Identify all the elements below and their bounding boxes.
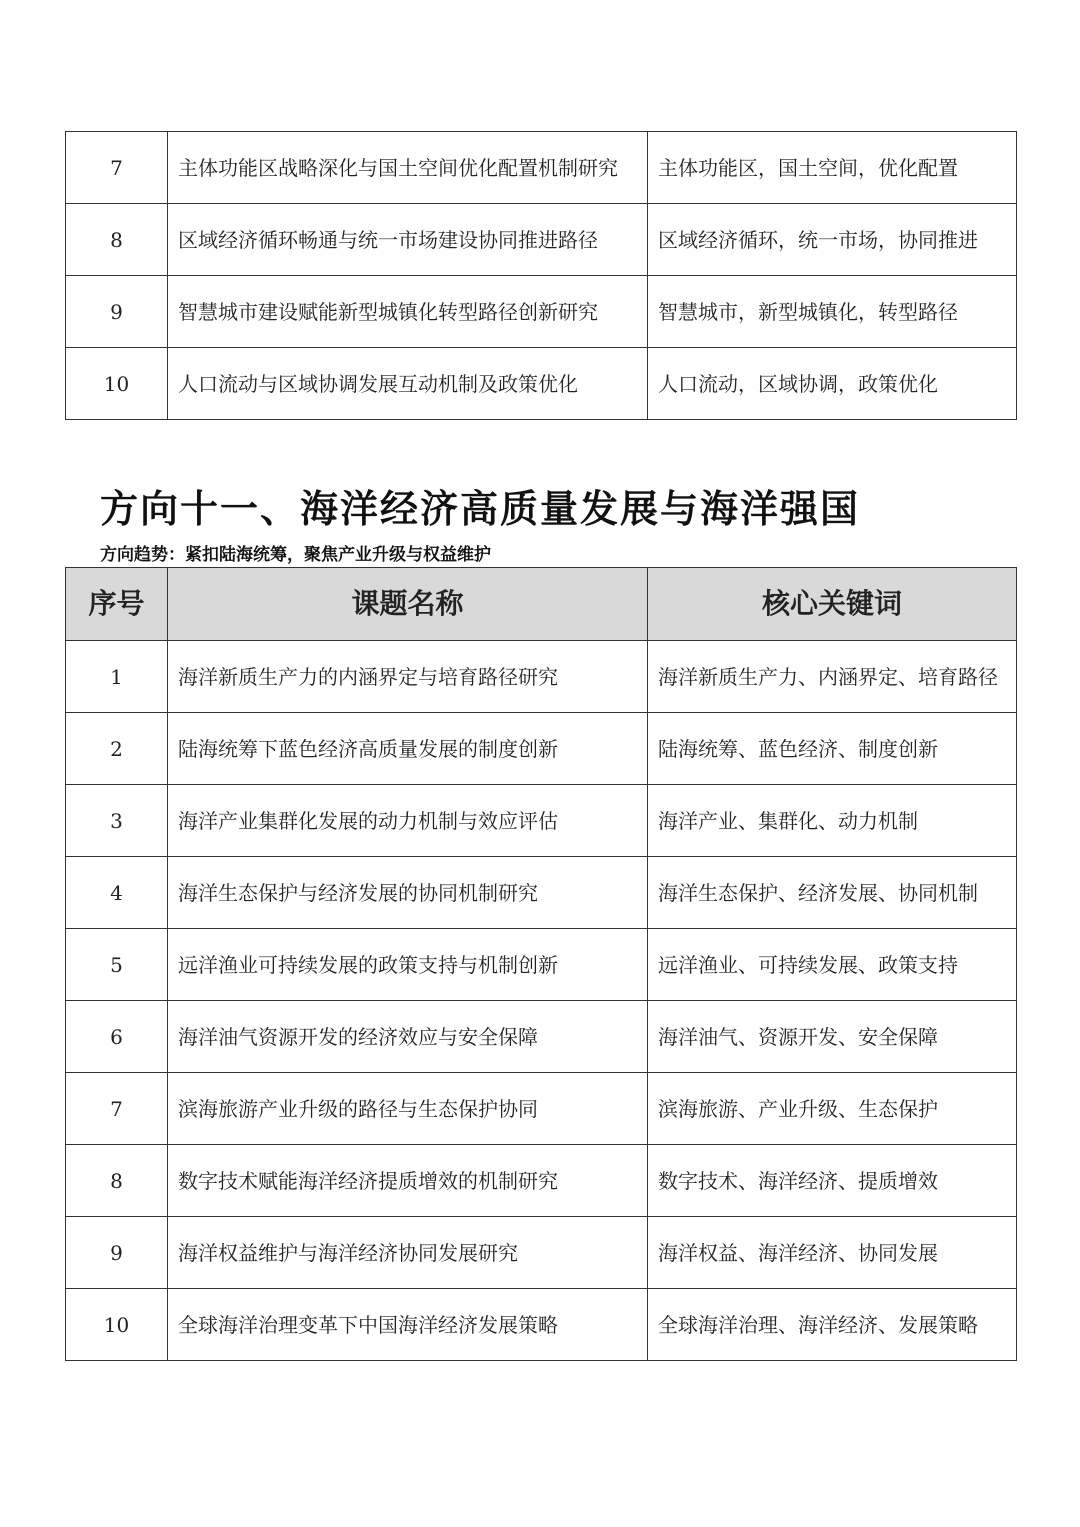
table-row (66, 204, 1017, 276)
topics-table-previous (65, 131, 1017, 420)
row-number: 6 (66, 1001, 168, 1073)
table-row (66, 713, 1017, 785)
topic-title: 海洋产业集群化发展的动力机制与效应评估 (168, 785, 648, 857)
table-row (66, 641, 1017, 713)
topic-keywords: 陆海统筹、蓝色经济、制度创新 (648, 713, 1017, 785)
row-number: 7 (66, 132, 168, 204)
topic-title: 全球海洋治理变革下中国海洋经济发展策略 (168, 1289, 648, 1361)
row-number: 7 (66, 1073, 168, 1145)
topic-title: 区域经济循环畅通与统一市场建设协同推进路径 (168, 204, 648, 276)
topic-title: 海洋生态保护与经济发展的协同机制研究 (168, 857, 648, 929)
header-keywords: 核心关键词 (648, 568, 1017, 641)
row-number: 3 (66, 785, 168, 857)
topic-title: 远洋渔业可持续发展的政策支持与机制创新 (168, 929, 648, 1001)
table-row (66, 857, 1017, 929)
table-row (66, 1001, 1017, 1073)
topic-title: 人口流动与区域协调发展互动机制及政策优化 (168, 348, 648, 420)
topic-title: 主体功能区战略深化与国土空间优化配置机制研究 (168, 132, 648, 204)
table-row (66, 348, 1017, 420)
row-number: 8 (66, 204, 168, 276)
table-row (66, 1289, 1017, 1361)
table-header-row (66, 568, 1017, 641)
topic-title: 海洋油气资源开发的经济效应与安全保障 (168, 1001, 648, 1073)
header-title: 课题名称 (168, 568, 648, 641)
topic-title: 陆海统筹下蓝色经济高质量发展的制度创新 (168, 713, 648, 785)
table-row (66, 276, 1017, 348)
topic-keywords: 智慧城市，新型城镇化，转型路径 (648, 276, 1017, 348)
table-row (66, 1217, 1017, 1289)
row-number: 10 (66, 1289, 168, 1361)
topic-title: 滨海旅游产业升级的路径与生态保护协同 (168, 1073, 648, 1145)
section-title: 方向十一、海洋经济高质量发展与海洋强国 (100, 486, 861, 531)
table-row (66, 1145, 1017, 1217)
table-row (66, 785, 1017, 857)
topic-keywords: 海洋油气、资源开发、安全保障 (648, 1001, 1017, 1073)
topic-keywords: 海洋产业、集群化、动力机制 (648, 785, 1017, 857)
topic-keywords: 人口流动，区域协调，政策优化 (648, 348, 1017, 420)
row-number: 8 (66, 1145, 168, 1217)
topic-keywords: 海洋新质生产力、内涵界定、培育路径 (648, 641, 1017, 713)
topic-keywords: 主体功能区，国土空间，优化配置 (648, 132, 1017, 204)
table-row (66, 929, 1017, 1001)
topic-keywords: 海洋生态保护、经济发展、协同机制 (648, 857, 1017, 929)
table-row (66, 1073, 1017, 1145)
row-number: 9 (66, 276, 168, 348)
topic-keywords: 数字技术、海洋经济、提质增效 (648, 1145, 1017, 1217)
topic-title: 智慧城市建设赋能新型城镇化转型路径创新研究 (168, 276, 648, 348)
topics-table-ocean (65, 567, 1017, 1361)
topic-keywords: 滨海旅游、产业升级、生态保护 (648, 1073, 1017, 1145)
header-number: 序号 (66, 568, 168, 641)
topic-keywords: 区域经济循环，统一市场，协同推进 (648, 204, 1017, 276)
row-number: 1 (66, 641, 168, 713)
topic-keywords: 海洋权益、海洋经济、协同发展 (648, 1217, 1017, 1289)
section-subtitle: 方向趋势：紧扣陆海统筹，聚焦产业升级与权益维护 (100, 545, 491, 565)
row-number: 10 (66, 348, 168, 420)
row-number: 9 (66, 1217, 168, 1289)
topic-title: 海洋新质生产力的内涵界定与培育路径研究 (168, 641, 648, 713)
row-number: 4 (66, 857, 168, 929)
topic-keywords: 全球海洋治理、海洋经济、发展策略 (648, 1289, 1017, 1361)
row-number: 5 (66, 929, 168, 1001)
topic-title: 数字技术赋能海洋经济提质增效的机制研究 (168, 1145, 648, 1217)
topic-title: 海洋权益维护与海洋经济协同发展研究 (168, 1217, 648, 1289)
topic-keywords: 远洋渔业、可持续发展、政策支持 (648, 929, 1017, 1001)
row-number: 2 (66, 713, 168, 785)
table-row (66, 132, 1017, 204)
